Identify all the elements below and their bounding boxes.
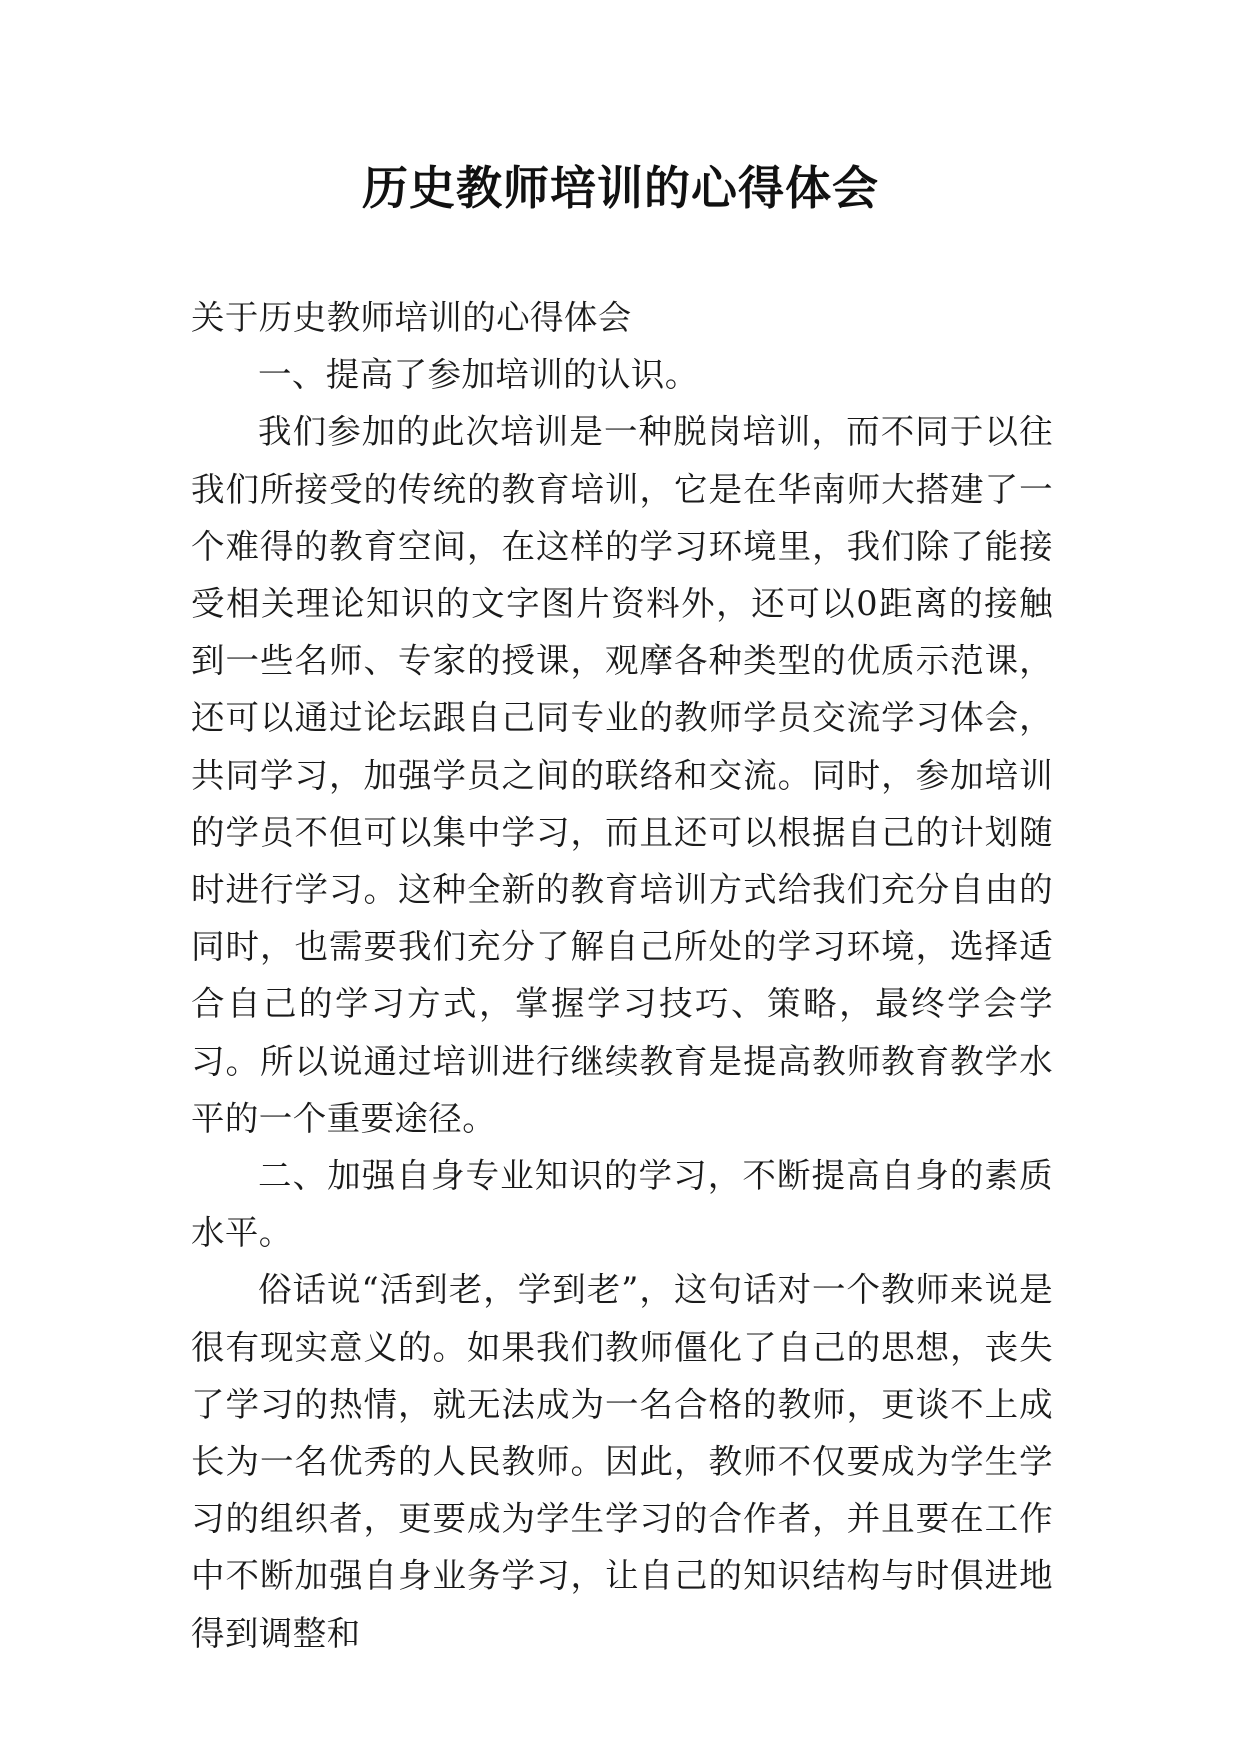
paragraph-lifelong-learning: 俗话说“活到老，学到老”，这句话对一个教师来说是很有现实意义的。如果我们教师僵化了自己的思想，丧失了学习的热情，就无法成为一名合格的教师，更谈不上成长为一名优秀的人民教师。因此，教师不仅要成为学生学习的组织者，更要成为学生学习的合作者，并且要在工作中不断加强自身业务学习，让自己的知识结构与时俱进地得到调整和 [191,1270,1053,1653]
paragraph-training-description: 我们参加的此次培训是一种脱岗培训，而不同于以往我们所接受的传统的教育培训，它是在华南师大搭建了一个难得的教育空间，在这样的学习环境里，我们除了能接受相关理论知识的文字图片资料外，还可以0距离的接触到一些名师、专家的授课，观摩各种类型的优质示范课，还可以通过论坛跟自己同专业的教师学员交流学习体会，共同学习，加强学员之间的联络和交流。同时，参加培训的学员不但可以集中学习，而且还可以根据自己的计划随时进行学习。这种全新的教育培训方式给我们充分自由的同时，也需要我们充分了解自己所处的学习环境，选择适合自己的学习方式，掌握学习技巧、策略，最终学会学习。所以说通过培训进行继续教育是提高教师教育教学水平的一个重要途径。 [191,412,1053,1138]
paragraph-heading-two: 二、加强自身专业知识的学习，不断提高自身的素质水平。 [191,1156,1053,1253]
paragraph-subtitle: 关于历史教师培训的心得体会 [191,298,632,337]
paragraph-heading-one: 一、提高了参加培训的认识。 [258,355,699,395]
document-title: 历史教师培训的心得体会 [362,161,879,215]
document-body [191,289,1053,1662]
